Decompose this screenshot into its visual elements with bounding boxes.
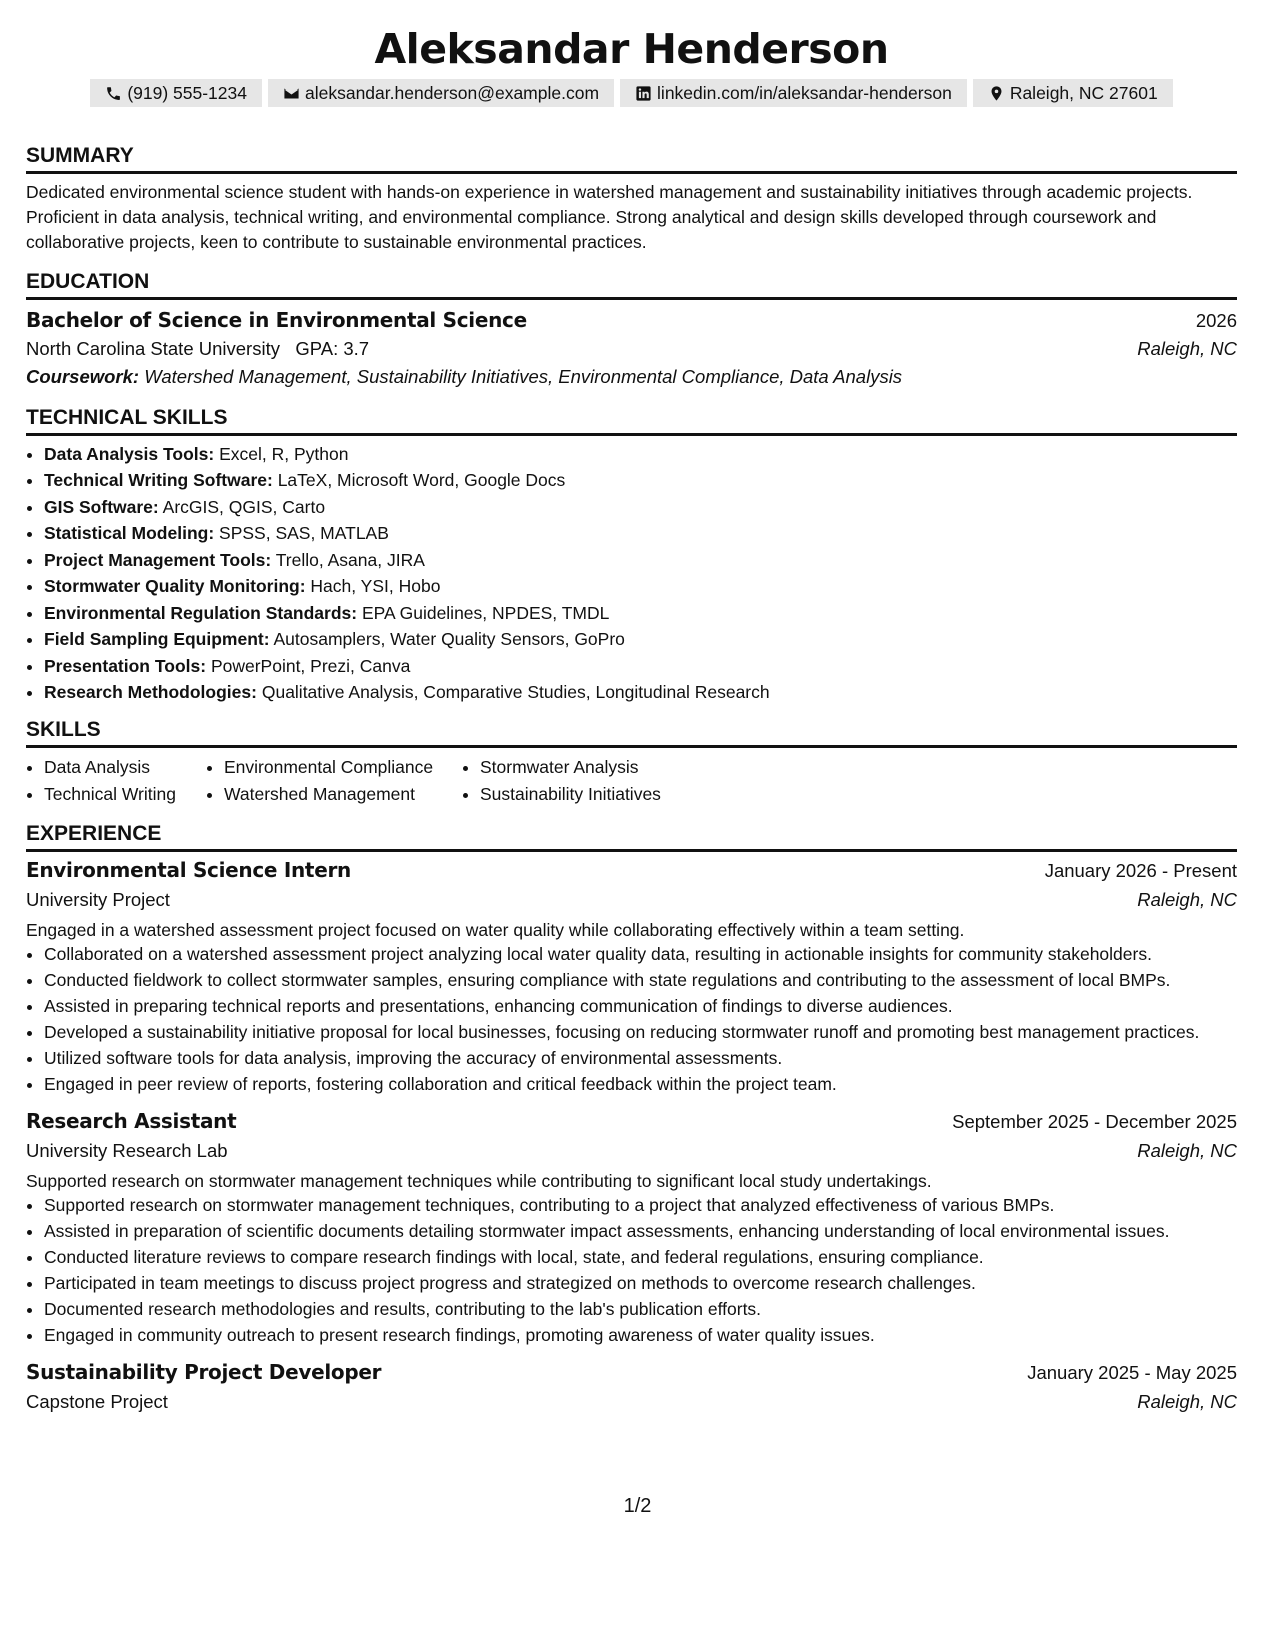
graduation-year: 2026 (1195, 310, 1237, 331)
summary-heading: SUMMARY (26, 142, 1237, 174)
experience-header (26, 1358, 1237, 1386)
candidate-name: Aleksandar Henderson (374, 25, 889, 73)
list-item: • Assisted in preparing technical reports and presentations, enhancing communication of findings to diverse audiences. (44, 994, 1237, 1019)
skills-heading: SKILLS (26, 716, 1237, 748)
list-item (44, 520, 1237, 547)
list-item: • Supported research on stormwater management techniques, contributing to a project that analyzed effectiveness of various BMPs. (44, 1193, 1237, 1218)
experience-header (26, 1107, 1237, 1135)
job-bullets (26, 942, 1237, 1097)
school-line (26, 336, 369, 362)
phone-icon (105, 85, 122, 102)
list-item (44, 573, 1237, 600)
skill-value: EPA Guidelines, NPDES, TMDL (361, 602, 610, 623)
experience-section (26, 820, 1237, 1415)
skill-value: ArcGIS, QGIS, Carto (162, 496, 326, 517)
list-item (44, 467, 1237, 494)
job-description: Engaged in a watershed assessment project focused on water quality while collaborating effectively within a team setting. (26, 919, 965, 940)
skill-label: Presentation Tools: (44, 655, 207, 676)
job-org: University Project (26, 888, 170, 910)
technical-skills-section (26, 404, 1237, 706)
job-location: Raleigh, NC (1137, 1390, 1237, 1412)
list-item: • Developed a sustainability initiative proposal for local businesses, focusing on reducing stormwater runoff and promoting best management practices. (44, 1020, 1237, 1045)
list-item (44, 653, 1237, 680)
job-title: Research Assistant (26, 1108, 237, 1133)
technical-skills-heading: TECHNICAL SKILLS (26, 404, 1237, 436)
school-name: North Carolina State University (26, 338, 280, 359)
contact-bar (26, 79, 1237, 107)
list-item: • Engaged in peer review of reports, fostering collaboration and critical feedback within the project team. (44, 1072, 1237, 1097)
linkedin-icon (635, 85, 652, 102)
list-item: • Participated in team meetings to discuss project progress and strategized on methods to overcome research challenges. (44, 1271, 1237, 1296)
skill-label: Environmental Regulation Standards: (44, 602, 358, 623)
skill-label: Research Methodologies: (44, 682, 257, 703)
experience-subheader (26, 1389, 1237, 1415)
page-number: 1/2 (623, 1495, 652, 1517)
list-item: • Watershed Management (224, 781, 460, 808)
skill-value: Trello, Asana, JIRA (275, 549, 425, 570)
job-location: Raleigh, NC (1137, 888, 1237, 910)
list-item: • Environmental Compliance (224, 754, 460, 781)
education-section (26, 268, 1237, 390)
list-item (44, 626, 1237, 653)
education-heading: EDUCATION (26, 268, 1237, 300)
linkedin-chip[interactable] (620, 79, 967, 107)
job-dates: September 2025 - December 2025 (952, 1110, 1237, 1132)
skill-label: Project Management Tools: (44, 549, 272, 570)
list-item: • Collaborated on a watershed assessment project analyzing local water quality data, resulting in actionable insights for community stakeholders. (44, 942, 1237, 967)
education-row-1 (26, 306, 1237, 334)
skill-label: GIS Software: (44, 496, 159, 517)
coursework-label: Coursework: (26, 365, 140, 387)
job-title: Environmental Science Intern (26, 857, 351, 882)
skill-value: Hach, YSI, Hobo (310, 576, 441, 597)
skills-section (26, 716, 1237, 808)
job-title: Sustainability Project Developer (26, 1359, 382, 1384)
experience-entry (26, 856, 1237, 1097)
coursework-line (26, 364, 1237, 390)
phone-chip[interactable] (90, 79, 262, 107)
gpa: GPA: 3.7 (295, 338, 370, 359)
linkedin-text: linkedin.com/in/aleksandar-henderson (657, 82, 952, 103)
skill-value: SPSS, SAS, MATLAB (219, 523, 389, 544)
coursework-text: Watershed Management, Sustainability Initiatives, Environmental Compliance, Data Analysis (144, 365, 903, 387)
experience-entry (26, 1358, 1237, 1415)
email-text: aleksandar.henderson@example.com (304, 82, 600, 103)
skill-label: Statistical Modeling: (44, 523, 215, 544)
list-item: • Assisted in preparation of scientific documents detailing stormwater impact assessments, enhancing understanding of local environmental issues. (44, 1219, 1237, 1244)
experience-entry (26, 1107, 1237, 1348)
list-item: • Conducted literature reviews to compare research findings with local, state, and federal regulations, ensuring compliance. (44, 1245, 1237, 1270)
job-org: Capstone Project (26, 1390, 168, 1412)
list-item (44, 441, 1237, 468)
experience-subheader (26, 887, 1237, 913)
phone-text: (919) 555-1234 (127, 82, 247, 103)
list-item: • Stormwater Analysis (480, 754, 740, 781)
location-chip (973, 79, 1173, 107)
list-item: • Documented research methodologies and results, contributing to the lab's publication efforts. (44, 1297, 1237, 1322)
technical-skills-list (26, 441, 1237, 706)
job-dates: January 2025 - May 2025 (1027, 1361, 1237, 1383)
skill-value: PowerPoint, Prezi, Canva (210, 655, 411, 676)
degree-title: Bachelor of Science in Environmental Science (26, 308, 527, 332)
experience-header (26, 856, 1237, 884)
email-chip[interactable] (268, 79, 614, 107)
list-item (44, 547, 1237, 574)
job-bullets (26, 1193, 1237, 1348)
skill-value: Excel, R, Python (219, 443, 349, 464)
skill-value: Qualitative Analysis, Comparative Studies, Longitudinal Research (261, 682, 770, 703)
list-item (44, 679, 1237, 706)
list-item: • Engaged in community outreach to present research findings, promoting awareness of water quality issues. (44, 1323, 1237, 1348)
experience-subheader (26, 1138, 1237, 1164)
skill-label: Technical Writing Software: (44, 470, 273, 491)
skill-value: LaTeX, Microsoft Word, Google Docs (277, 470, 566, 491)
school-location: Raleigh, NC (1137, 338, 1237, 359)
summary-section (26, 142, 1237, 255)
list-item: • Utilized software tools for data analysis, improving the accuracy of environmental assessments. (44, 1046, 1237, 1071)
job-org: University Research Lab (26, 1139, 228, 1161)
location-text: Raleigh, NC 27601 (1009, 82, 1158, 103)
skills-list (26, 754, 1237, 808)
skill-label: Field Sampling Equipment: (44, 629, 270, 650)
envelope-icon (283, 85, 300, 102)
job-location: Raleigh, NC (1137, 1139, 1237, 1161)
experience-heading: EXPERIENCE (26, 820, 1237, 852)
summary-text: Dedicated environmental science student with hands-on experience in watershed management and sustainability initiatives through academic projects. Proficient in data analysis, technical writing, and environmental compliance. Strong analytical and design skills developed through coursework and collaborative projects, keen to contribute to sustainable environmental practices. (26, 182, 1193, 252)
list-item (44, 600, 1237, 627)
list-item: • Technical Writing (44, 781, 204, 808)
education-row-2 (26, 336, 1237, 362)
list-item: • Conducted fieldwork to collect stormwater samples, ensuring compliance with state regulations and contributing to the assessment of local BMPs. (44, 968, 1237, 993)
map-pin-icon (988, 85, 1005, 102)
list-item (44, 494, 1237, 521)
job-dates: January 2026 - Present (1044, 859, 1237, 881)
list-item: • Sustainability Initiatives (480, 781, 740, 808)
skill-value: Autosamplers, Water Quality Sensors, GoPro (273, 629, 625, 650)
skill-label: Stormwater Quality Monitoring: (44, 576, 306, 597)
list-item: • Data Analysis (44, 754, 204, 781)
skill-label: Data Analysis Tools: (44, 443, 215, 464)
job-description: Supported research on stormwater management techniques while contributing to significant local study undertakings. (26, 1170, 932, 1191)
